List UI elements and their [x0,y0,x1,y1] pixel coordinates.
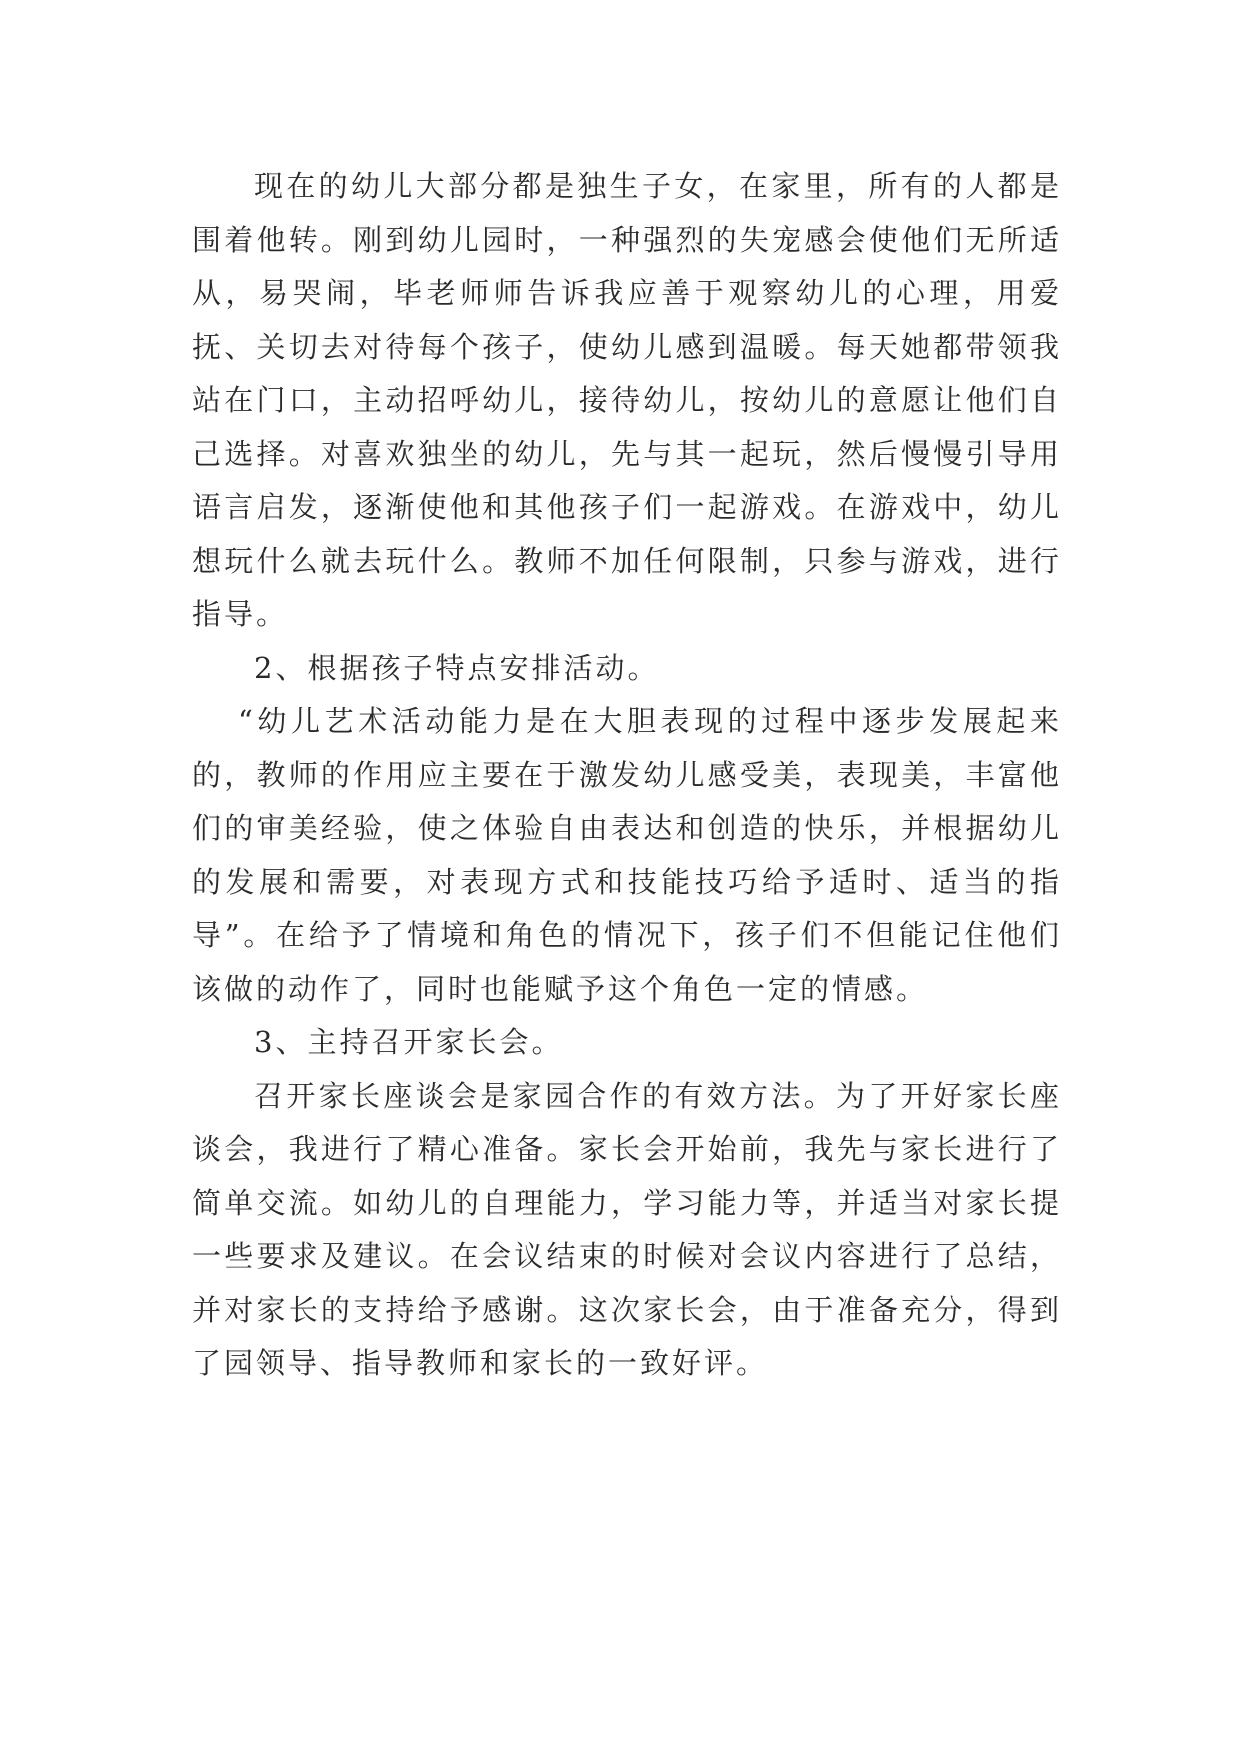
paragraph-only-children: 现在的幼儿大部分都是独生子女，在家里，所有的人都是围着他转。刚到幼儿园时，一种强烈的失宠感会使他们无所适从，易哭闹，毕老师师告诉我应善于观察幼儿的心理，用爱抚、关切去对待每个孩子，使幼儿感到温暖。每天她都带领我站在门口，主动招呼幼儿，接待幼儿，按幼儿的意愿让他们自己选择。对喜欢独坐的幼儿，先与其一起玩，然后慢慢引导用语言启发，逐渐使他和其他孩子们一起游戏。在游戏中，幼儿想玩什么就去玩什么。教师不加任何限制，只参与游戏，进行指导。 [192,169,1062,631]
section-heading-3: 3、主持召开家长会。 [254,1025,564,1059]
section-heading-2: 2、根据孩子特点安排活动。 [254,650,660,685]
paragraph-art-activities-quote: “幼儿艺术活动能力是在大胆表现的过程中逐步发展起来的，教师的作用应主要在于激发幼儿感受美，表现美，丰富他们的审美经验，使之体验自由表达和创造的快乐，并根据幼儿的发展和需要，对表现方式和技能技巧给予适时、适当的指导”。在给予了情境和角色的情况下，孩子们不但能记住他们该做的动作了，同时也能赋予这个角色一定的情感。 [192,704,1062,1006]
document-body [192,160,1062,1391]
paragraph-parent-meeting: 召开家长座谈会是家园合作的有效方法。为了开好家长座谈会，我进行了精心准备。家长会开始前，我先与家长进行了简单交流。如幼儿的自理能力，学习能力等，并适当对家长提一些要求及建议。在会议结束的时候对会议内容进行了总结，并对家长的支持给予感谢。这次家长会，由于准备充分，得到了园领导、指导教师和家长的一致好评。 [192,1078,1062,1380]
